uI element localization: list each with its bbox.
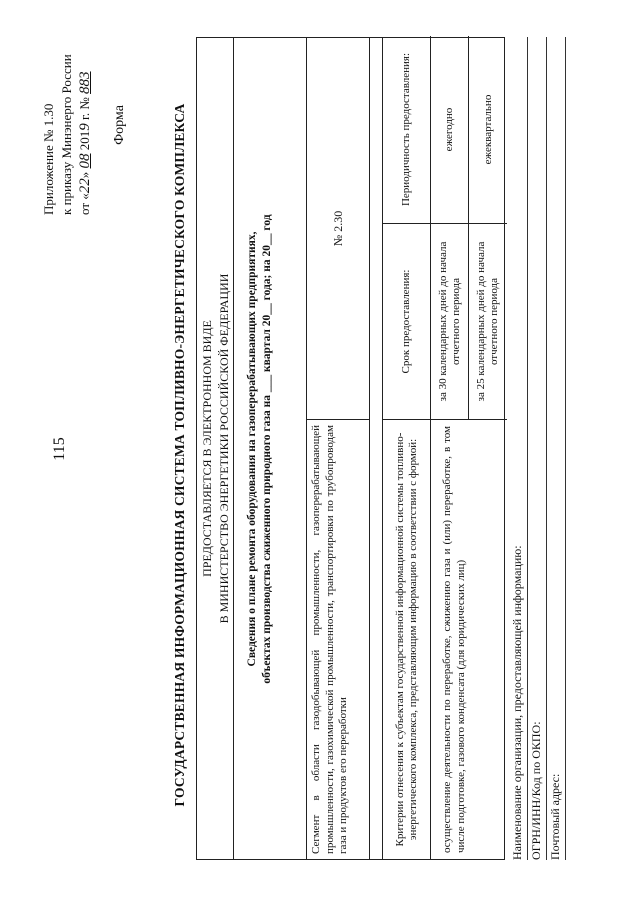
appendix-number: Приложение № 1.30 [41, 103, 56, 215]
report-title-line-2: объектах производства сжиженного природного газа на ___ квартал 20__ года; на 20__ год [261, 214, 273, 684]
form-table [196, 37, 505, 860]
deadline-quarterly: за 25 календарных дней до начала отчетного периода [475, 241, 500, 402]
criteria-header: Критерии отнесения к субъектам государственной информационной системы топливно-энергетического комплекса, представляющим информацию в соответствии с формой: [383, 420, 431, 859]
report-title [245, 59, 275, 839]
period-annual: ежегодно [431, 36, 469, 223]
period-header: Периодичность предоставления: [383, 36, 431, 223]
submission-header [197, 38, 234, 859]
deadline-column [383, 223, 507, 419]
handwritten-year-digit: 9 [77, 123, 93, 131]
deadline-header: Срок предоставления: [383, 224, 431, 419]
period-quarterly: ежеквартально [481, 94, 494, 165]
handwritten-month: 08 [77, 153, 93, 169]
form-label: Форма [112, 105, 127, 145]
segment-row [306, 38, 370, 859]
appendix-block [40, 20, 94, 215]
appendix-date: от «22» 08 2019 г. № 883 [77, 71, 93, 215]
form-number: № 2.30 [330, 210, 345, 247]
header-line-1: ПРЕДОСТАВЛЯЕТСЯ В ЭЛЕКТРОННОМ ВИДЕ [200, 320, 214, 577]
address-field[interactable]: Почтовый адрес: [547, 37, 566, 860]
appendix-order: к приказу Минэнерго России [59, 54, 74, 215]
period-column [383, 36, 507, 223]
header-line-2: В МИНИСТЕРСТВО ЭНЕРГЕТИКИ РОССИЙСКОЙ ФЕДЕРАЦИИ [217, 273, 231, 624]
ogrn-field[interactable]: ОГРН/ИНН/Код по ОКПО: [528, 37, 547, 860]
report-title-line-1: Сведения о плане ремонта оборудования на газоперерабатывающих предприятиях, [246, 231, 258, 667]
criteria-column [383, 419, 507, 859]
main-title: ГОСУДАРСТВЕННАЯ ИНФОРМАЦИОННАЯ СИСТЕМА ТОПЛИВНО-ЭНЕРГЕТИЧЕСКОГО КОМПЛЕКСА [172, 103, 187, 807]
deadline-annual: за 30 календарных дней до начала отчетного периода [431, 224, 469, 419]
criteria-table [382, 38, 507, 859]
handwritten-order-number: 883 [77, 71, 93, 94]
handwritten-day: 22 [77, 178, 93, 194]
criteria-body: осуществление деятельности по переработке, сжижению газа и (или) переработке, в том числе подготовке, газового конденсата (для юридических лиц) [441, 426, 467, 853]
segment-text: Сегмент в области газодобывающей промышленности, газоперерабатывающей промышленности, газохимической промышленности, транспортировки по трубопроводам газа и продуктов его переработки [307, 419, 369, 859]
org-name-field[interactable]: Наименование организации, предоставляющей информацию: [509, 37, 528, 860]
organization-fields [509, 37, 566, 860]
page-number: 115 [51, 437, 68, 461]
